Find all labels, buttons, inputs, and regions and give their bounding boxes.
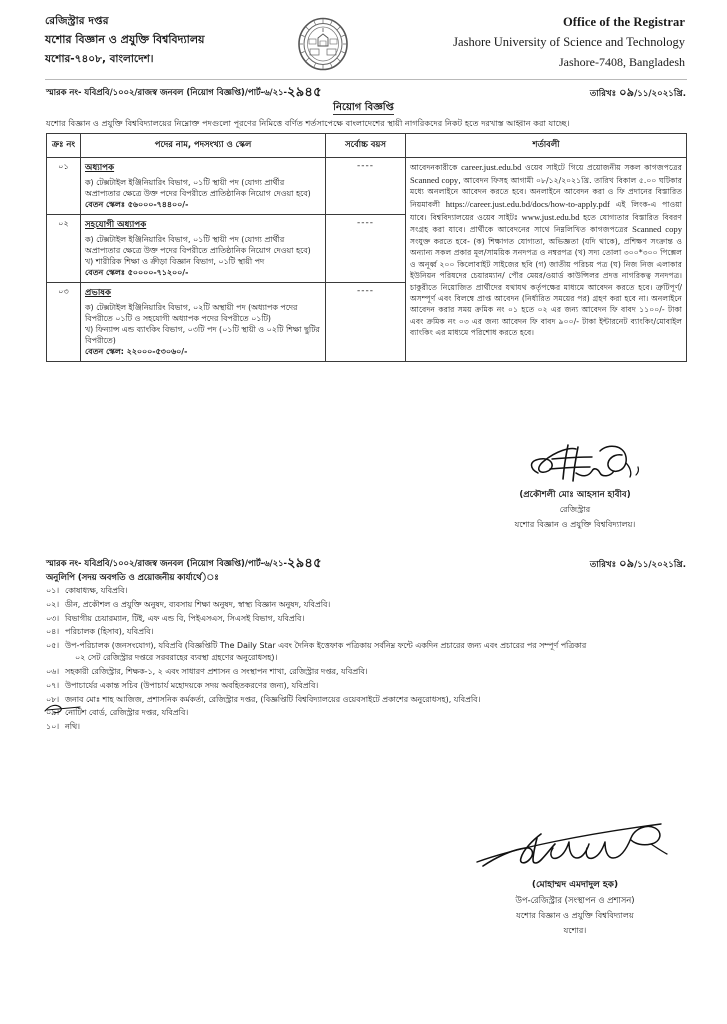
scanned-copy-term: Scanned copy — [410, 174, 459, 185]
post-detail: ক) টেক্সটাইল ইঞ্জিনিয়ারিং বিভাগ, ০১টি স্থায়ী পদ (যোগ্য প্রার্থীর অপ্রাপ্যতার ক্ষেত্রে উক্ত পদের বিপরীতে প্রাতিষ্ঠানিক নিয়োগ দেওয়া হবে) — [85, 178, 311, 199]
memo-reference-label: স্মারক নং- যবিপ্রবি/১০০২/রাজস্ব জনবল (নিয়োগ বিজ্ঞপ্তি)/পার্ট-৬/২১- — [46, 87, 287, 97]
list-item-number: ০৯। — [46, 708, 60, 718]
address-en: Jashore-7408, Bangladesh — [559, 54, 685, 69]
memo-reference-2-number: ২৯৪৫ — [286, 556, 322, 571]
list-item-number: ১০। — [46, 722, 60, 732]
list-item — [46, 600, 676, 610]
office-name-bn: রেজিস্ট্রার দপ্তর — [45, 15, 109, 27]
list-item-text: বিভাগীয় চেয়ারম্যান, টিই, এফ এন্ড বি, পিইএসএস, সিএসই বিভাগ, যবিপ্রবি। — [65, 613, 305, 623]
deputy-registrar-signature-block — [455, 822, 695, 938]
row-post — [81, 158, 326, 215]
list-item-number: ০২। — [46, 599, 60, 609]
address-bn: যশোর-৭৪০৮, বাংলাদেশ। — [45, 52, 154, 65]
university-name-bn: যশোর বিজ্ঞান ও প্রযুক্তি বিশ্ববিদ্যালয় — [45, 32, 205, 46]
memo-date-2-label: তারিখঃ — [589, 560, 620, 570]
vacancy-table — [46, 133, 687, 362]
post-salary-scale: বেতন স্কেল: ২২০০০-৫৩০৬০/- — [85, 347, 188, 357]
row-conditions — [406, 158, 687, 362]
post-detail: ক) টেক্সটাইল ইঞ্জিনিয়ারিং বিভাগ, ০১টি স্থায়ী পদ (যোগ্য প্রার্থীর অপ্রাপ্যতার ক্ষেত্রে উক্ত পদের বিপরীতে প্রাতিষ্ঠানিক নিয়োগ দেওয়া হবে) — [85, 234, 311, 255]
memo-line-top — [46, 83, 686, 101]
list-item-text: নোটিশ বোর্ড, রেজিস্ট্রার দপ্তর, যবিপ্রবি। — [65, 708, 189, 718]
list-item-number: ০৩। — [46, 613, 60, 623]
list-item-number: ০৬। — [46, 666, 60, 676]
office-name-en: Office of the Registrar — [562, 15, 685, 29]
university-website-url: www.just.edu.bd — [521, 211, 580, 222]
col-header-post: পদের নাম, পদসংখ্যা ও স্কেল — [81, 134, 326, 158]
post-title: প্রভাষক — [85, 287, 112, 298]
conditions-text — [410, 161, 682, 339]
row-sl: ০২ — [47, 214, 81, 282]
row-post — [81, 282, 326, 361]
distribution-list-title: অনুলিপি (সদয় অবগতি ও প্রয়োজনীয় কার্যার্থে)ঃ — [46, 572, 219, 582]
col-header-sl: ক্রঃ নং — [47, 134, 81, 158]
list-item-text: পরিচালক (হিসাব), যবিপ্রবি। — [65, 627, 154, 637]
notice-title-text: নিয়োগ বিজ্ঞপ্তি — [333, 102, 394, 113]
list-item — [46, 695, 676, 705]
post-salary-scale: বেতন স্কেলঃ ৫০০০০-৭১২০০/- — [85, 268, 189, 278]
post-title: অধ্যাপক — [85, 163, 115, 173]
registrar-name: (প্রকৌশলী মোঃ আহসান হাবীব) — [519, 490, 631, 500]
letterhead-bangla — [45, 14, 290, 66]
list-item — [46, 722, 676, 732]
list-item — [46, 586, 676, 596]
university-seal-icon — [296, 16, 350, 72]
distribution-list — [46, 586, 676, 736]
memo-date-label: তারিখঃ — [589, 89, 620, 99]
list-item — [46, 614, 676, 624]
scanned-copy-term-2: Scanned copy — [632, 224, 682, 235]
list-item-number: ০১। — [46, 586, 60, 595]
list-item-number: ০৪। — [46, 627, 60, 637]
list-item-text: উপাচার্যের একান্ত সচিব (উপাচার্য মহোদয়কে সদয় অবহিতকরণের জন্য), যবিপ্রবি। — [65, 680, 319, 690]
list-item-continuation: ০২ সেট রেজিস্ট্রার দপ্তরে সরবরাহের ব্যবস্থা গ্রহণের অনুরোধসহ)। — [75, 653, 278, 663]
memo-date-2-day: ০৯ — [619, 556, 635, 570]
letterhead-english — [385, 14, 685, 71]
list-item — [46, 708, 676, 718]
list-item-text: কোষাধ্যক্ষ, যবিপ্রবি। — [65, 586, 128, 595]
registrar-role: রেজিস্ট্রার — [559, 504, 591, 514]
list-item-text: নথি। — [65, 722, 80, 732]
row-age-limit: ---- — [326, 214, 406, 282]
registrar-signature-icon — [455, 443, 695, 487]
header-divider — [45, 79, 687, 80]
list-item — [46, 627, 676, 637]
memo-reference-number: ২৯৪৫ — [286, 85, 322, 100]
deputy-registrar-city: যশোর। — [563, 925, 587, 935]
list-item-number: ০৮। — [46, 694, 60, 704]
memo-date-2 — [590, 555, 686, 574]
col-header-age: সর্বোচ্চ বয়স — [326, 134, 406, 158]
list-item-text: সহকারী রেজিস্ট্রার, শিক্ষক-১, ২ এবং সাধারণ প্রশাসন ও সংস্থাপন শাখা, রেজিস্ট্রার দপ্তর, যবিপ্রবি। — [65, 666, 368, 676]
memo-date-day: ০৯ — [619, 85, 635, 99]
list-item-number: ০৭। — [46, 680, 60, 690]
career-site-url: career.just.edu.bd — [461, 162, 522, 172]
list-item-text: ডীন, প্রকৌশল ও প্রযুক্তি অনুষদ, ব্যবসায় শিক্ষা অনুষদ, স্বাস্থ্য বিজ্ঞান অনুষদ, যবিপ্রবি। — [65, 599, 331, 609]
registrar-org: যশোর বিজ্ঞান ও প্রযুক্তি বিশ্ববিদ্যালয়। — [514, 519, 636, 529]
cond-part-5: হতে যোগ্যতার বিস্তারিত বিবরণ সংগ্রহ করা যাবে। প্রার্থীকে আবেদনের সাথে নিম্নলিখিত কাগজপত্রের — [410, 212, 682, 235]
row-age-limit: ---- — [326, 158, 406, 215]
deputy-registrar-signature-icon — [455, 822, 695, 876]
post-detail: ক) টেক্সটাইল ইঞ্জিনিয়ারিং বিভাগ, ০২টি অস্থায়ী পদ (অধ্যাপক পদের বিপরীতে ০১টি ও সহযোগী অধ্যাপক পদের বিপরীতে ০১টি) — [85, 302, 298, 323]
deputy-registrar-name: (মোহাম্মদ এমদাদুল হক) — [531, 880, 619, 890]
memo-line-bottom — [46, 554, 686, 572]
post-detail: খ) ফিন্যান্স এন্ড ব্যাংকিং বিভাগ, ০৩টি পদ (০১টি স্থায়ী ও ০২টি শিক্ষা ছুটির বিপরীতে) — [85, 324, 320, 346]
letterhead — [45, 14, 685, 80]
list-item — [46, 667, 676, 677]
deputy-registrar-org: যশোর বিজ্ঞান ও প্রযুক্তি বিশ্ববিদ্যালয় — [516, 910, 634, 920]
table-row — [47, 158, 687, 215]
how-to-apply-url: https://career.just.edu.bd/docs/how-to-apply.pdf — [445, 198, 610, 209]
post-salary-scale: বেতন স্কেলঃ ৫৬০০০-৭৪৪০০/- — [85, 200, 189, 210]
row-age-limit: ---- — [326, 282, 406, 361]
row-sl: ০১ — [47, 158, 81, 215]
cond-part-1: আবেদনকারীকে — [410, 163, 462, 172]
col-header-conditions: শর্তাবলী — [406, 134, 687, 158]
cond-part-6: সংযুক্ত করতে হবে- (ক) শিক্ষাগত যোগ্যতা, অভিজ্ঞতা (যদি থাকে), প্রশিক্ষণ সংক্রান্ত ও অন্যান্য সকল প্রকার মূল/সাময়িক সনদপত্র ও নম্বরপত্র (খ) সদ্য তোলা ৩০০*৩০০ পিক্সেল ও অনূর্ধ্ব ২০০ কিলোবাইট সাইজের ছবি (গ) জাতীয় পরিচয় পত্র (ঘ) নিজ নিজ এলাকার ইউনিয়ন পরিষদের চেয়ারম্যান/ পৌর মেয়র/ওয়ার্ড কাউন্সিলর প্রদত্ত নাগরিকত্ব সনদপত্র। চাকুরীতে নিয়োজিত প্রার্থীদের যথাযথ কর্তৃপক্ষের মাধ্যমে আবেদন করতে হবে। ত্রুটিপূর্ণ/অসম্পূর্ণ এবং বিলম্বে প্রাপ্ত আবেদন (নির্ধারিত সময়ের পর) গ্রহণ করা হবে না। অনলাইনে আবেদন করার সময় ক্রমিক নং ০১ হতে ০২ এর জন্য আবেদন ফি বাবদ ১১০০/- টাকা এবং ক্রমিক নং ০৩ এর জন্য আবেদন ফি বাবদ ৯০০/- টাকা ইন্টারনেট ব্যাংকিং/মোবাইল ব্যাংকিং এর মাধ্যমে পরিশোধ করতে হবে। — [410, 236, 682, 338]
cond-part-2: ওয়েব সাইটে গিয়ে প্রয়োজনীয় সকল কাগজপত্রের — [521, 163, 682, 172]
memo-date-2-rest: /১১/২০২১খ্রি. — [634, 560, 686, 570]
intro-paragraph: যশোর বিজ্ঞান ও প্রযুক্তি বিশ্ববিদ্যালয়ের নিম্নোক্ত পদগুলো পূরণের নিমিত্তে বর্ণিত শর্তসাপেক্ষে বাংলাদেশের স্থায়ী নাগরিকদের নিকট হতে দরখাস্ত আহ্বান করা যাচ্ছে। — [46, 118, 570, 128]
row-sl: ০৩ — [47, 282, 81, 361]
list-item-text — [65, 641, 676, 663]
list-item-text: জনাব মোঃ শাহ আজিজ, প্রশাসনিক কর্মকর্তা, রেজিস্ট্রার দপ্তর, (বিজ্ঞপ্তিটি বিশ্ববিদ্যালয়ের ওয়েবসাইটে প্রকাশের অনুরোধসহ), যবিপ্রবি। — [65, 694, 481, 704]
memo-date-rest: /১১/২০২১খ্রি. — [634, 89, 686, 99]
list-item-main: উপ-পরিচালক (জনসংযোগ), যবিপ্রবি (বিজ্ঞপ্তিটি The Daily Star এবং দৈনিক ইত্তেফাক পত্রিকায় সর্বনিম্ন ফন্টে একদিন প্রচারের জন্য এবং প্রচারের পর সম্পূর্ণ পত্রিকার — [65, 641, 587, 651]
table-header-row — [47, 134, 687, 158]
post-title: সহযোগী অধ্যাপক — [85, 219, 147, 230]
cond-part-4: এই লিংক-এ পাওয়া যাবে। বিশ্ববিদ্যালয়ের ওয়েব সাইটঃ — [410, 199, 682, 222]
deputy-registrar-role: উপ-রেজিস্ট্রার (সংস্থাপন ও প্রশাসন) — [515, 895, 635, 905]
cond-part-3: , আবেদন ফিসহ আগামী ০৮/১২/২০২১খ্রি. তারিখ বিকাল ৫.০০ ঘটিকার মধ্যে অনলাইনে আবেদন করতে হবে। অনলাইনে আবেদন করা ও ফি প্রদানের বিস্তারিত নিয়মাবলী — [410, 175, 682, 209]
post-detail: খ) শারীরিক শিক্ষা ও ক্রীড়া বিজ্ঞান বিভাগ, ০১টি স্থায়ী পদ — [85, 257, 265, 267]
memo-reference-2-label: স্মারক নং- যবিপ্রবি/১০০২/রাজস্ব জনবল (নিয়োগ বিজ্ঞপ্তি)/পার্ট-৬/২১- — [46, 558, 287, 568]
notice-title — [0, 100, 727, 117]
list-item-number: ০৫। — [46, 641, 60, 651]
registrar-signature-block — [455, 443, 695, 532]
university-name-en: Jashore University of Science and Technology — [453, 34, 685, 49]
list-item — [46, 681, 676, 691]
list-item — [46, 641, 676, 663]
row-post — [81, 214, 326, 282]
